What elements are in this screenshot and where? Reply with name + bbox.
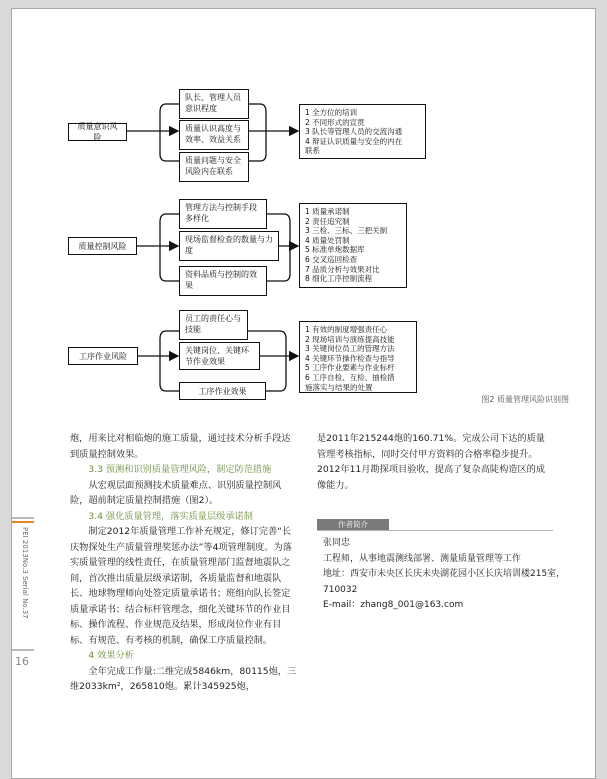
figure-caption: 图2 质量管理风险识别图 [481,395,569,404]
measures-box: 1 质量承诺制 2 责任追究制 3 三检、三标、三把关制 4 质量处罚制 5 标准单炮数据库 6 交叉巡回检查 7 品质分析与效果对比 8 细化工序控制流程 [299,203,407,288]
journal-info: PEI 2013No.3 Serial No.37 [21,527,29,619]
factor-box: 管理方法与控制手段多样化 [179,199,267,229]
author-name: 张同忠 [323,538,351,548]
sidebar-rule [12,649,34,651]
section-heading: 4 效果分析 [88,650,134,661]
factor-box: 现场监督检查的数量与力度 [179,231,279,261]
author-address: 地址：西安市未央区长庆未央湖花园小区长庆培训楼215室，710032 [323,569,566,595]
risk-box-process-operation: 工序作业风险 [68,347,138,365]
section-heading: 3.3 预测和识别质量管理风险，制定防范措施 [88,464,272,475]
paragraph: 从宏观层面预测技术质量难点、识别质量控制风险，超前制定质量控制措施（图2）。 [70,479,282,506]
page-number: 16 [15,655,29,668]
factor-box: 质量问题与安全风险内在联系 [179,152,249,182]
measures-box: 1 有效的制度增强责任心 2 现场培训与演练提高技能 3 关键岗位员工的管理方法 4 关键环节操作检查与指导 5 工序作业要素与作业标杆 6 工序自检、互检、抽检措 施落实与结果的处置 [299,321,417,393]
divider [317,530,553,531]
right-column [317,431,551,493]
paragraph: 全年完成工作量:二维完成5846km，80115炮，三维2033km²，265810炮。累计345925炮， [70,665,297,692]
paragraph: 制定2012年质量管理工作补充规定，修订完善“长庆物探处生产质量管理奖惩办法”等4项管理制度。为落实质量管理的线性责任，在质量管理部门监督地震队之间，首次推出质量层级承诺制，各质量监督和地震队长、地球物理师向处签定质量承诺书；班组向队长签定质量承诺书；结合标杆管理念，细化关键环节的作业目标、操作流程、作业规范及结果，形成岗位作业有目标、有规范、有考核的机制，确保工序质量控制。 [70,526,292,646]
section-heading: 3.4 强化质量管理，落实质量层级承诺制 [88,510,253,522]
author-title: 工程师，从事地震测线部署、测量质量管理等工作 [323,553,522,564]
left-column [70,431,298,695]
factor-box: 队长、管理人员意识程度 [179,89,249,119]
author-info [323,536,573,614]
sidebar-rule-accent [12,521,34,523]
paragraph: 是2011年215244炮的160.71%。完成公司下达的质量管理考核指标，同时交付甲方资料的合格率稳步提升。2012年11月勘探项目验收，提高了复杂高陡构造区的成像能力。 [317,433,546,491]
author-email: E-mail：zhang8_001@163.com [323,600,464,610]
factor-box: 关键岗位、关键环节作业效果 [179,342,260,370]
risk-box-quality-awareness: 质量意识风险 [68,123,127,141]
measures-box: 1 全方位的培训 2 不同形式的宣贯 3 队长等管理人员的交流沟通 4 辩证认识质量与安全的内在 联系 [299,104,426,159]
factor-box: 工序作业效果 [179,382,266,400]
risk-box-quality-control: 质量控制风险 [68,237,137,255]
author-tag: 作者简介 [317,519,389,531]
paragraph: 炮，用来比对相临炮的施工质量，通过技术分析手段达到质量控制效果。 [70,433,291,460]
factor-box: 质量认识高度与效率、效益关系 [179,120,249,150]
factor-box: 员工的责任心与技能 [179,310,248,340]
sidebar-rule [12,517,34,519]
document-page [11,8,596,779]
factor-box: 资料品质与控制的效果 [179,266,267,296]
